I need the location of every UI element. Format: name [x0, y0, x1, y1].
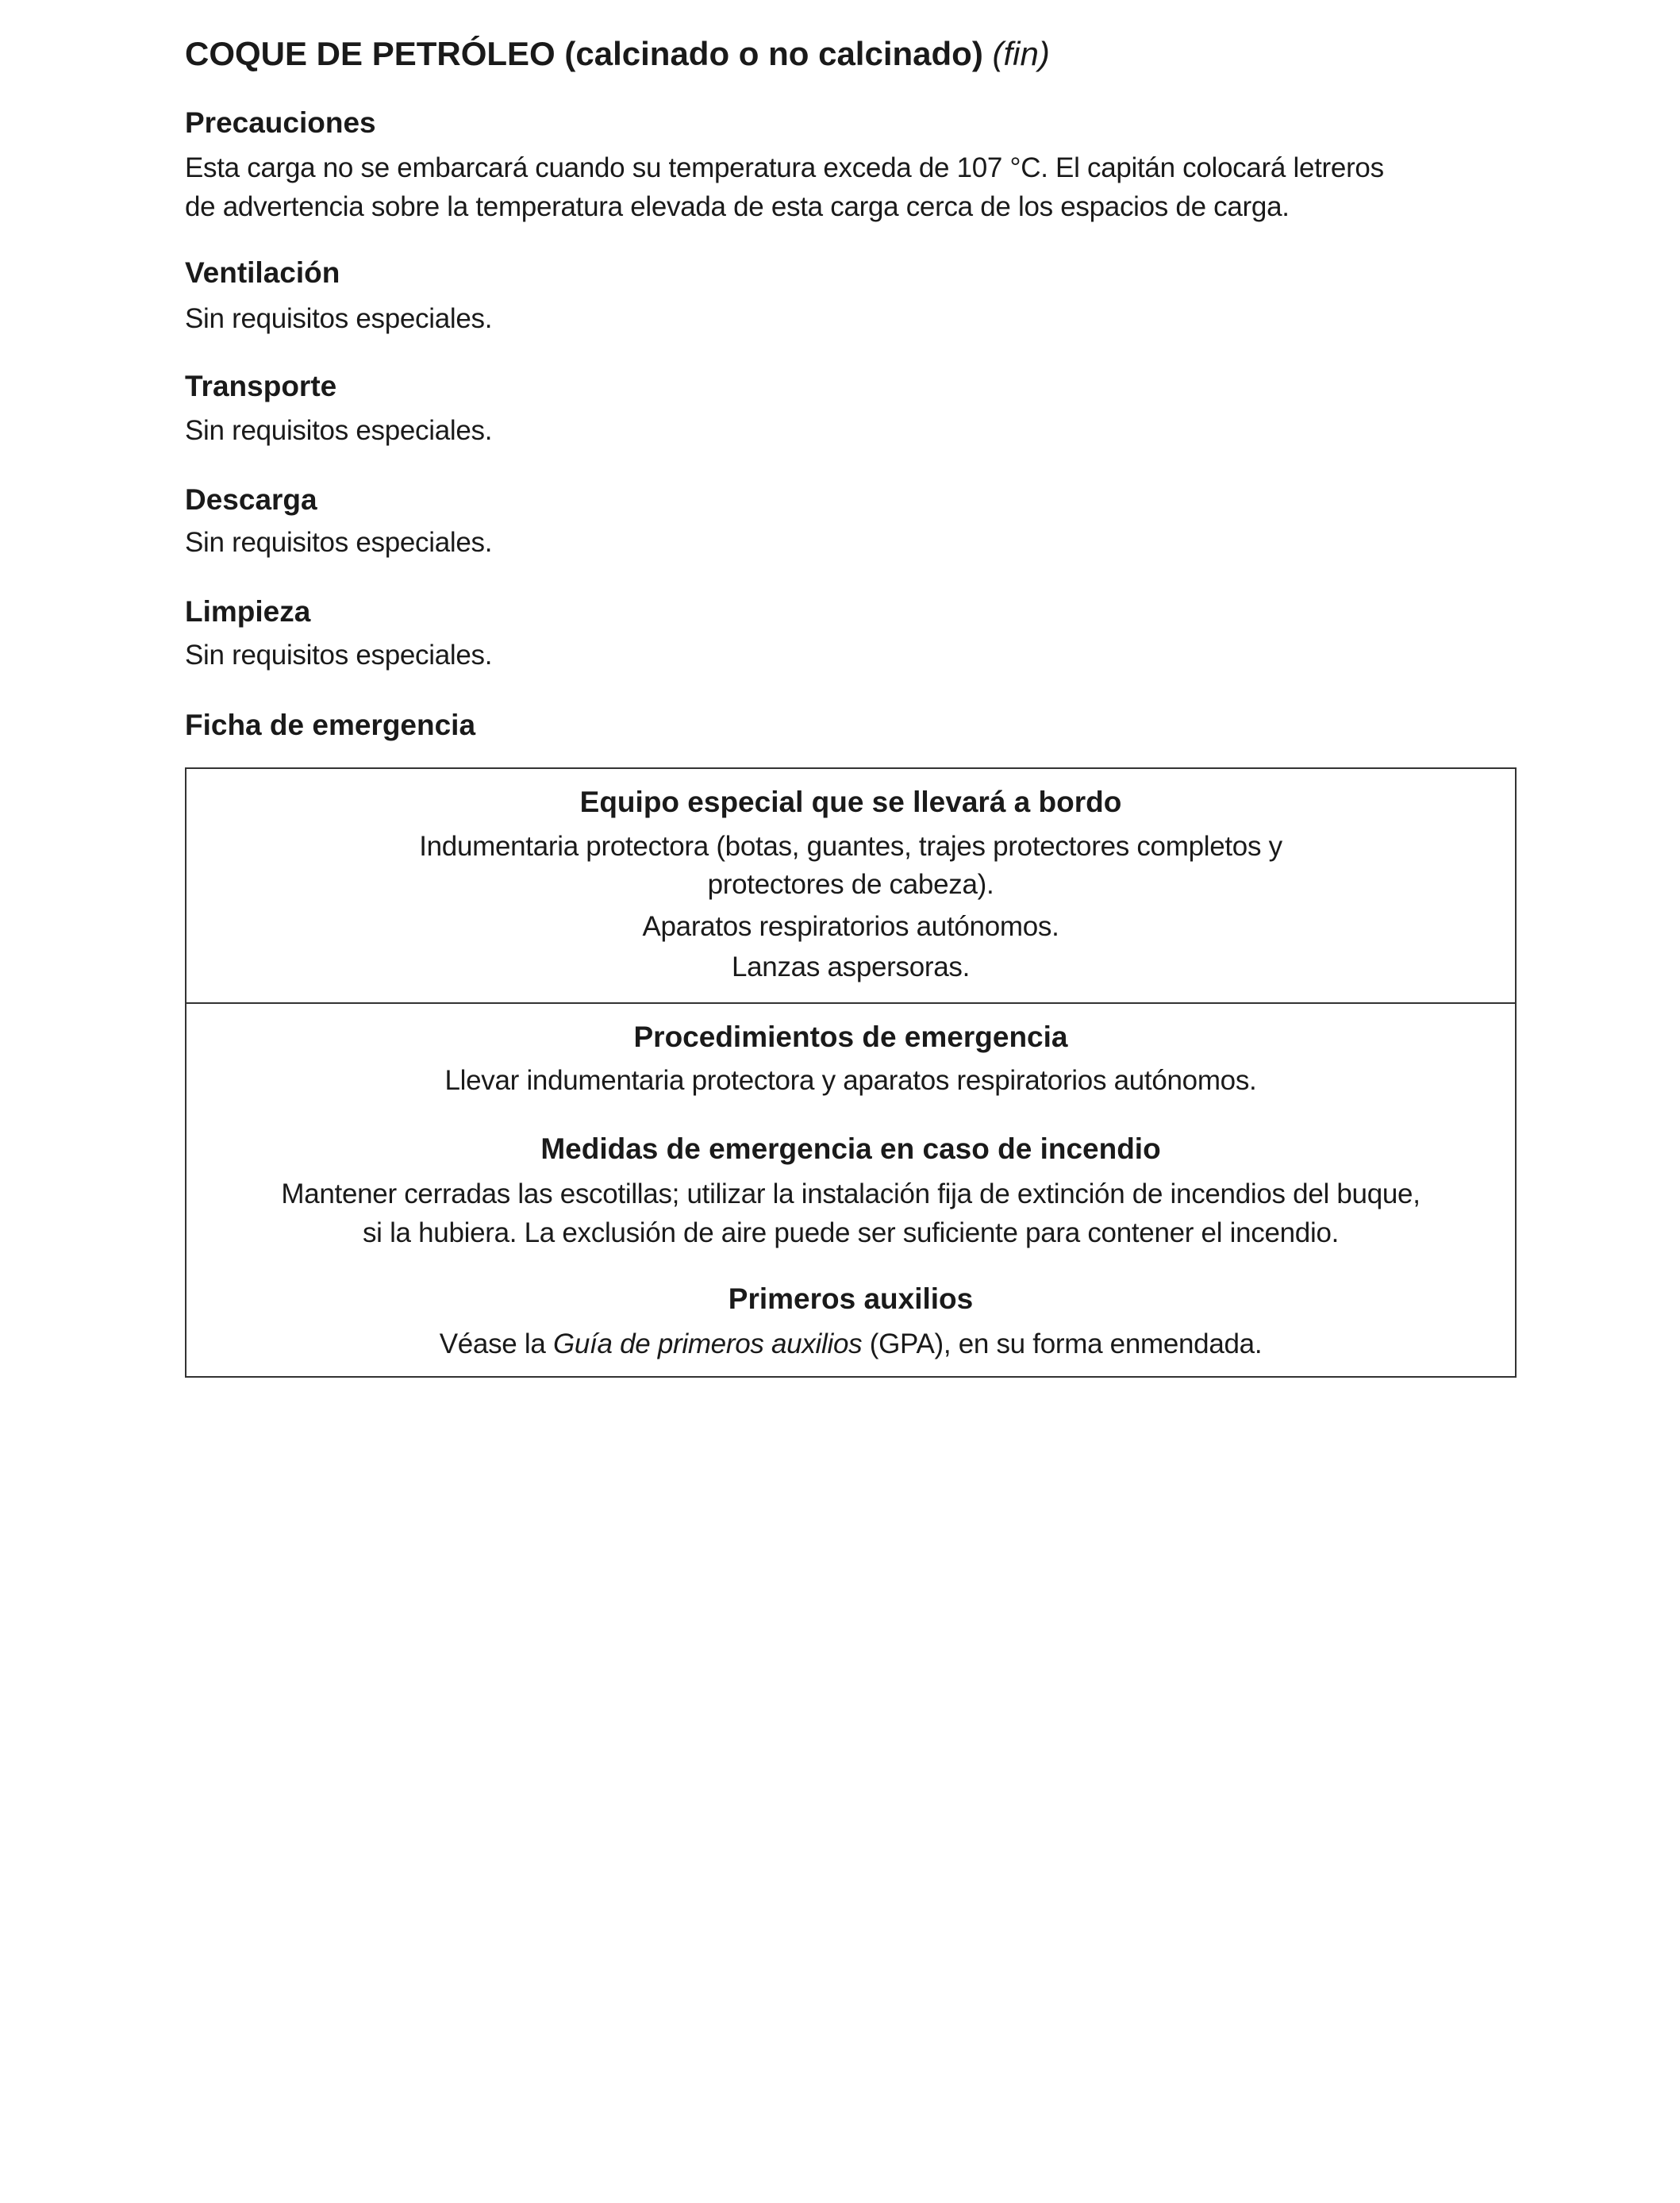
section-text: Sin requisitos especiales. — [185, 415, 493, 446]
equipment-line: Indumentaria protectora (botas, guantes, trajes protectores completos y — [419, 831, 1282, 862]
first-aid-suffix: (GPA), en su forma enmendada. — [869, 1328, 1263, 1359]
section-heading-limpieza: Limpieza — [185, 595, 311, 628]
procedures-heading: Procedimientos de emergencia — [633, 1021, 1068, 1053]
section-heading-precauciones: Precauciones — [185, 106, 376, 139]
first-aid-heading: Primeros auxilios — [728, 1282, 974, 1315]
procedures-line: Llevar indumentaria protectora y aparatos respiratorios autónomos. — [444, 1065, 1257, 1096]
equipment-line: Lanzas aspersoras. — [731, 952, 971, 982]
section-text: Sin requisitos especiales. — [185, 640, 493, 671]
card-divider — [186, 1002, 1515, 1004]
section-heading-ventilacion: Ventilación — [185, 256, 340, 289]
title-suffix: (fin) — [992, 35, 1050, 72]
first-aid-guide-title: Guía de primeros auxilios — [552, 1328, 863, 1359]
equipment-line: protectores de cabeza). — [707, 869, 994, 900]
first-aid-prefix: Véase la — [439, 1328, 546, 1359]
page-title — [185, 37, 1050, 71]
equipment-line: Aparatos respiratorios autónomos. — [642, 911, 1059, 942]
fire-line: si la hubiera. La exclusión de aire puede ser suficiente para contener el incendio. — [362, 1217, 1340, 1248]
emergency-heading: Ficha de emergencia — [185, 709, 476, 741]
section-text: Sin requisitos especiales. — [185, 303, 493, 334]
section-text: Sin requisitos especiales. — [185, 527, 493, 558]
fire-heading: Medidas de emergencia en caso de incendio — [540, 1132, 1161, 1165]
section-heading-transporte: Transporte — [185, 370, 337, 402]
first-aid-line — [186, 1327, 1515, 1362]
title-main: COQUE DE PETRÓLEO (calcinado o no calcinado) — [185, 35, 983, 72]
section-text: Esta carga no se embarcará cuando su temperatura exceda de 107 °C. El capitán colocará letreros — [185, 152, 1384, 183]
section-text: de advertencia sobre la temperatura elevada de esta carga cerca de los espacios de carga. — [185, 191, 1290, 222]
emergency-card — [185, 767, 1517, 1378]
fire-line: Mantener cerradas las escotillas; utilizar la instalación fija de extinción de incendios del buque, — [281, 1178, 1421, 1209]
equipment-heading: Equipo especial que se llevará a bordo — [579, 786, 1122, 818]
section-heading-descarga: Descarga — [185, 483, 317, 516]
